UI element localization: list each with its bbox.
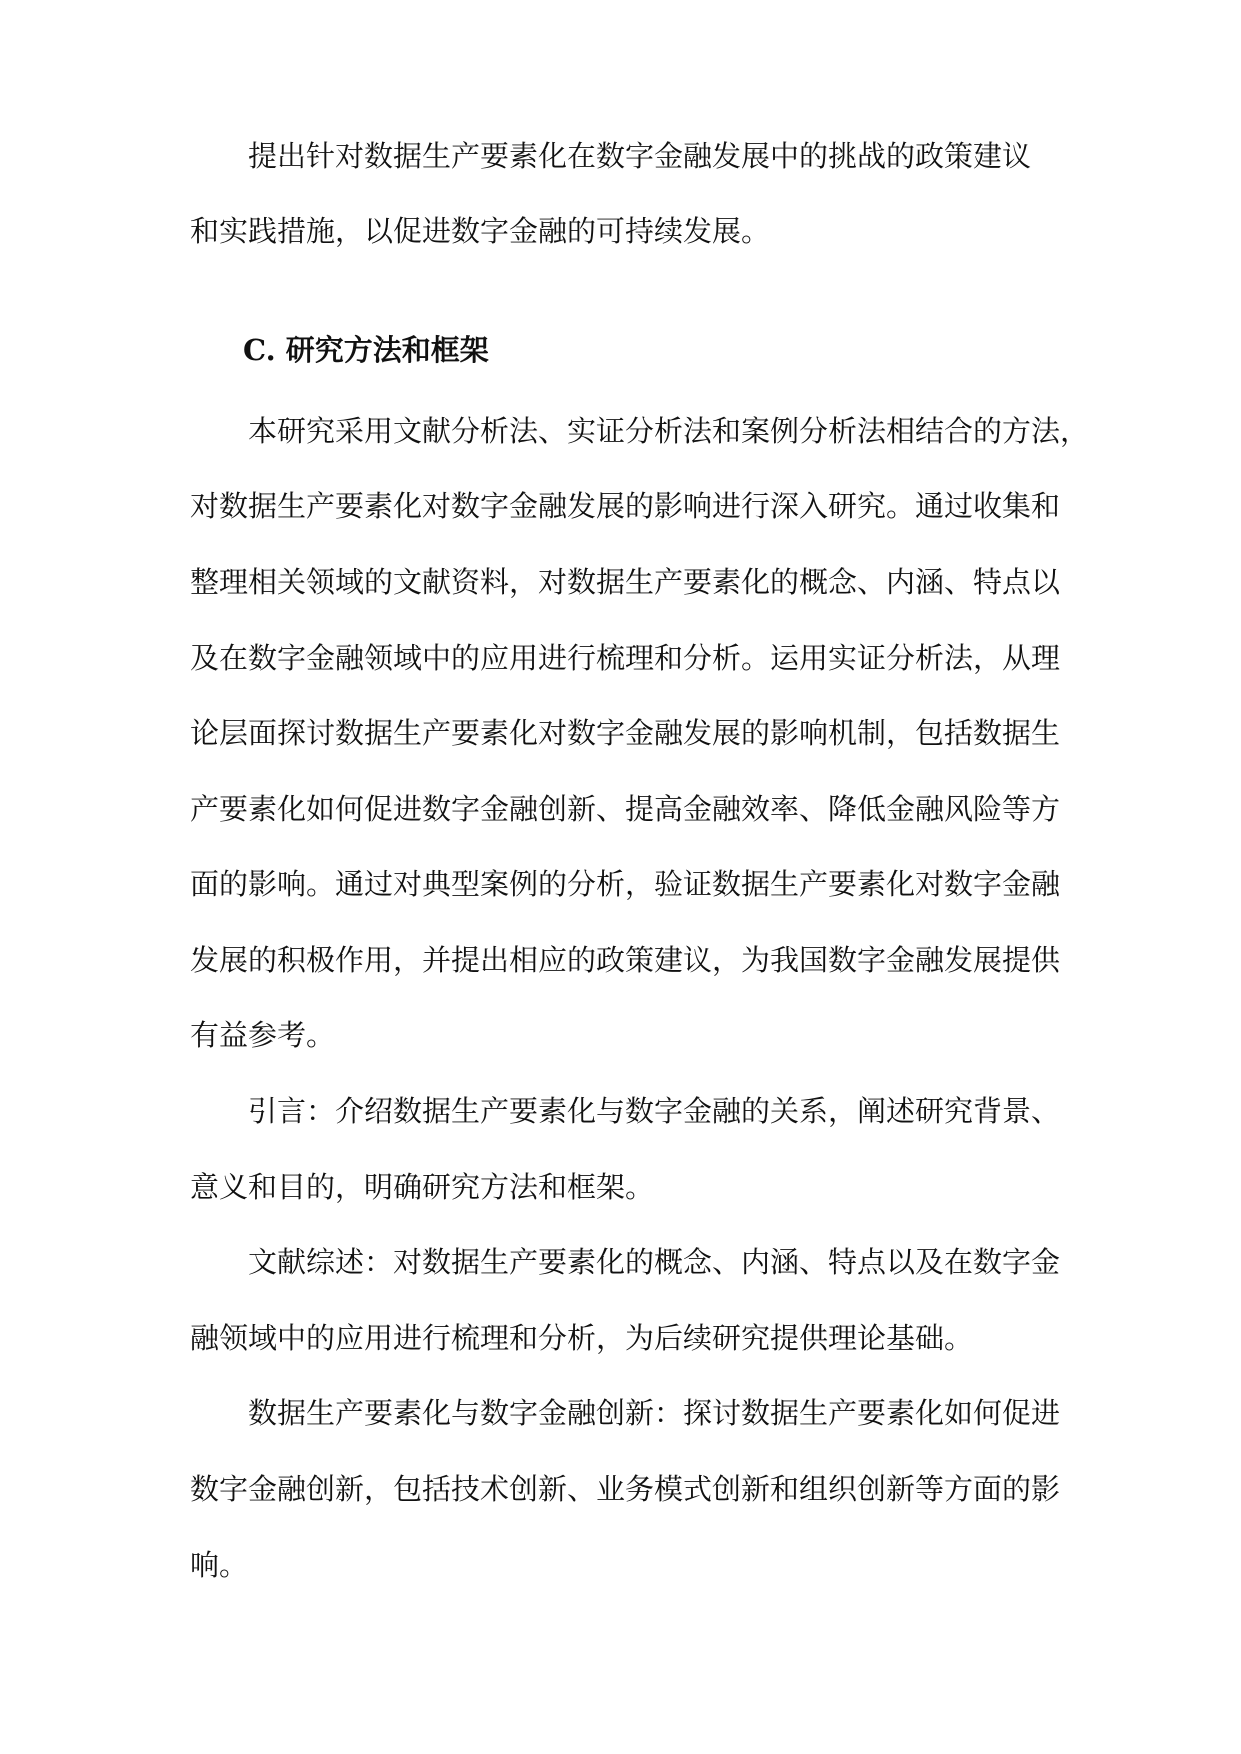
paragraph-3-line-1: 引言：介绍数据生产要素化与数字金融的关系，阐述研究背景、 xyxy=(248,1094,1061,1128)
paragraph-2-line-6: 产要素化如何促进数字金融创新、提高金融效率、降低金融风险等方 xyxy=(190,792,1061,826)
paragraph-2-line-1: 本研究采用文献分析法、实证分析法和案例分析法相结合的方法， xyxy=(248,414,1090,448)
section-heading: C. 研究方法和框架 xyxy=(243,333,489,367)
paragraph-1-line-1: 提出针对数据生产要素化在数字金融发展中的挑战的政策建议 xyxy=(248,139,1032,173)
paragraph-4-line-1: 文献综述：对数据生产要素化的概念、内涵、特点以及在数字金 xyxy=(248,1245,1061,1279)
paragraph-2-line-3: 整理相关领域的文献资料，对数据生产要素化的概念、内涵、特点以 xyxy=(190,565,1061,599)
paragraph-2-line-8: 发展的积极作用，并提出相应的政策建议，为我国数字金融发展提供 xyxy=(190,943,1061,977)
paragraph-2-line-7: 面的影响。通过对典型案例的分析，验证数据生产要素化对数字金融 xyxy=(190,867,1061,901)
paragraph-4-line-2: 融领域中的应用进行梳理和分析，为后续研究提供理论基础。 xyxy=(190,1321,974,1355)
paragraph-2-line-5: 论层面探讨数据生产要素化对数字金融发展的影响机制，包括数据生 xyxy=(190,716,1061,750)
paragraph-1-line-2: 和实践措施，以促进数字金融的可持续发展。 xyxy=(190,214,771,248)
paragraph-2-line-9: 有益参考。 xyxy=(190,1018,336,1052)
paragraph-2-line-4: 及在数字金融领域中的应用进行梳理和分析。运用实证分析法，从理 xyxy=(190,641,1061,675)
paragraph-5-line-1: 数据生产要素化与数字金融创新：探讨数据生产要素化如何促进 xyxy=(248,1396,1061,1430)
paragraph-3-line-2: 意义和目的，明确研究方法和框架。 xyxy=(190,1170,655,1204)
paragraph-2-line-2: 对数据生产要素化对数字金融发展的影响进行深入研究。通过收集和 xyxy=(190,489,1061,523)
paragraph-5-line-2: 数字金融创新，包括技术创新、业务模式创新和组织创新等方面的影 xyxy=(190,1472,1061,1506)
paragraph-5-line-3: 响。 xyxy=(190,1548,249,1582)
